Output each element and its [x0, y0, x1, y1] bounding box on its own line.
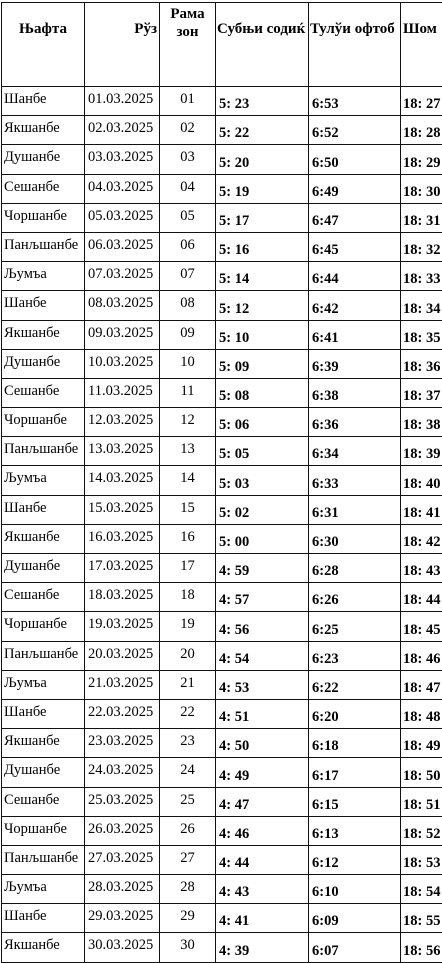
- cell-maghrib-time: 18: 35: [401, 320, 442, 349]
- cell-suhur-time: 4: 56: [216, 612, 309, 641]
- cell-ramadan-day: 20: [160, 641, 216, 670]
- cell-maghrib-time: 18: 42: [401, 524, 442, 553]
- cell-date: 08.03.2025: [85, 291, 160, 320]
- cell-ramadan-day: 28: [160, 875, 216, 904]
- table-row: [2, 670, 442, 699]
- cell-sunrise-time: 6:45: [309, 232, 401, 261]
- cell-suhur-time: 4: 47: [216, 787, 309, 816]
- table-row: [2, 816, 442, 845]
- cell-sunrise-time: 6:52: [309, 116, 401, 145]
- cell-suhur-time: 5: 08: [216, 378, 309, 407]
- table-row: [2, 904, 442, 933]
- cell-day: Якшанбе: [2, 729, 85, 758]
- cell-maghrib-time: 18: 38: [401, 408, 442, 437]
- cell-ramadan-day: 17: [160, 554, 216, 583]
- table-row: [2, 699, 442, 728]
- cell-maghrib-time: 18: 31: [401, 203, 442, 232]
- cell-day: Душанбе: [2, 758, 85, 787]
- cell-day: Душанбе: [2, 145, 85, 174]
- cell-suhur-time: 4: 46: [216, 816, 309, 845]
- cell-ramadan-day: 10: [160, 349, 216, 378]
- cell-date: 10.03.2025: [85, 349, 160, 378]
- cell-day: Душанбе: [2, 349, 85, 378]
- cell-maghrib-time: 18: 49: [401, 729, 442, 758]
- cell-ramadan-day: 12: [160, 408, 216, 437]
- cell-maghrib-time: 18: 37: [401, 378, 442, 407]
- cell-suhur-time: 5: 19: [216, 174, 309, 203]
- table-row: [2, 641, 442, 670]
- cell-ramadan-day: 16: [160, 524, 216, 553]
- cell-day: Панљшанбе: [2, 232, 85, 261]
- table-row: [2, 378, 442, 407]
- cell-date: 02.03.2025: [85, 116, 160, 145]
- cell-maghrib-time: 18: 28: [401, 116, 442, 145]
- cell-date: 07.03.2025: [85, 262, 160, 291]
- cell-suhur-time: 4: 53: [216, 670, 309, 699]
- cell-day: Шанбе: [2, 495, 85, 524]
- cell-date: 28.03.2025: [85, 875, 160, 904]
- cell-date: 30.03.2025: [85, 933, 160, 962]
- cell-day: Душанбе: [2, 554, 85, 583]
- cell-ramadan-day: 30: [160, 933, 216, 962]
- cell-date: 25.03.2025: [85, 787, 160, 816]
- cell-ramadan-day: 09: [160, 320, 216, 349]
- cell-day: Чоршанбе: [2, 612, 85, 641]
- cell-ramadan-day: 03: [160, 145, 216, 174]
- cell-date: 11.03.2025: [85, 378, 160, 407]
- cell-suhur-time: 5: 10: [216, 320, 309, 349]
- cell-date: 13.03.2025: [85, 437, 160, 466]
- cell-day: Сешанбе: [2, 174, 85, 203]
- cell-ramadan-day: 07: [160, 262, 216, 291]
- cell-date: 15.03.2025: [85, 495, 160, 524]
- cell-sunrise-time: 6:10: [309, 875, 401, 904]
- cell-suhur-time: 5: 03: [216, 466, 309, 495]
- cell-day: Шанбе: [2, 291, 85, 320]
- cell-maghrib-time: 18: 54: [401, 875, 442, 904]
- cell-day: Панљшанбе: [2, 437, 85, 466]
- cell-suhur-time: 4: 39: [216, 933, 309, 962]
- cell-maghrib-time: 18: 45: [401, 612, 442, 641]
- cell-suhur-time: 5: 23: [216, 87, 309, 116]
- cell-maghrib-time: 18: 39: [401, 437, 442, 466]
- table-row: [2, 232, 442, 261]
- cell-day: Шанбе: [2, 87, 85, 116]
- cell-sunrise-time: 6:30: [309, 524, 401, 553]
- table-row: [2, 729, 442, 758]
- cell-sunrise-time: 6:44: [309, 262, 401, 291]
- cell-ramadan-day: 02: [160, 116, 216, 145]
- cell-ramadan-day: 05: [160, 203, 216, 232]
- cell-maghrib-time: 18: 33: [401, 262, 442, 291]
- header-ramadan: Рама зон: [160, 3, 216, 87]
- cell-day: Чоршанбе: [2, 203, 85, 232]
- table-row: [2, 875, 442, 904]
- cell-maghrib-time: 18: 41: [401, 495, 442, 524]
- table-row: [2, 524, 442, 553]
- cell-date: 09.03.2025: [85, 320, 160, 349]
- cell-suhur-time: 4: 50: [216, 729, 309, 758]
- cell-maghrib-time: 18: 44: [401, 583, 442, 612]
- cell-suhur-time: 5: 14: [216, 262, 309, 291]
- cell-sunrise-time: 6:53: [309, 87, 401, 116]
- cell-maghrib-time: 18: 34: [401, 291, 442, 320]
- cell-day: Панљшанбе: [2, 845, 85, 874]
- cell-suhur-time: 4: 41: [216, 904, 309, 933]
- cell-ramadan-day: 22: [160, 699, 216, 728]
- cell-suhur-time: 4: 57: [216, 583, 309, 612]
- cell-sunrise-time: 6:47: [309, 203, 401, 232]
- cell-suhur-time: 5: 17: [216, 203, 309, 232]
- cell-maghrib-time: 18: 36: [401, 349, 442, 378]
- cell-suhur-time: 5: 20: [216, 145, 309, 174]
- cell-sunrise-time: 6:39: [309, 349, 401, 378]
- cell-sunrise-time: 6:41: [309, 320, 401, 349]
- cell-date: 19.03.2025: [85, 612, 160, 641]
- cell-date: 24.03.2025: [85, 758, 160, 787]
- header-suhur: Субњи содиќ: [216, 3, 309, 87]
- header-date: Рўз: [85, 3, 160, 87]
- cell-ramadan-day: 15: [160, 495, 216, 524]
- cell-suhur-time: 4: 54: [216, 641, 309, 670]
- cell-date: 06.03.2025: [85, 232, 160, 261]
- cell-date: 22.03.2025: [85, 699, 160, 728]
- cell-maghrib-time: 18: 48: [401, 699, 442, 728]
- cell-sunrise-time: 6:38: [309, 378, 401, 407]
- cell-ramadan-day: 08: [160, 291, 216, 320]
- cell-sunrise-time: 6:22: [309, 670, 401, 699]
- table-row: [2, 466, 442, 495]
- cell-day: Сешанбе: [2, 787, 85, 816]
- cell-date: 03.03.2025: [85, 145, 160, 174]
- cell-suhur-time: 5: 12: [216, 291, 309, 320]
- cell-sunrise-time: 6:17: [309, 758, 401, 787]
- cell-sunrise-time: 6:26: [309, 583, 401, 612]
- cell-day: Якшанбе: [2, 933, 85, 962]
- cell-day: Сешанбе: [2, 583, 85, 612]
- cell-maghrib-time: 18: 29: [401, 145, 442, 174]
- cell-maghrib-time: 18: 27: [401, 87, 442, 116]
- cell-maghrib-time: 18: 51: [401, 787, 442, 816]
- cell-suhur-time: 5: 00: [216, 524, 309, 553]
- cell-suhur-time: 4: 43: [216, 875, 309, 904]
- cell-ramadan-day: 26: [160, 816, 216, 845]
- cell-suhur-time: 4: 44: [216, 845, 309, 874]
- cell-maghrib-time: 18: 46: [401, 641, 442, 670]
- cell-sunrise-time: 6:12: [309, 845, 401, 874]
- cell-day: Сешанбе: [2, 378, 85, 407]
- cell-ramadan-day: 11: [160, 378, 216, 407]
- cell-date: 29.03.2025: [85, 904, 160, 933]
- cell-ramadan-day: 06: [160, 232, 216, 261]
- table-row: [2, 349, 442, 378]
- cell-day: Шанбе: [2, 904, 85, 933]
- cell-maghrib-time: 18: 40: [401, 466, 442, 495]
- cell-suhur-time: 4: 51: [216, 699, 309, 728]
- cell-ramadan-day: 21: [160, 670, 216, 699]
- table-row: [2, 612, 442, 641]
- table-row: [2, 320, 442, 349]
- cell-date: 20.03.2025: [85, 641, 160, 670]
- cell-day: Љумъа: [2, 466, 85, 495]
- cell-suhur-time: 4: 49: [216, 758, 309, 787]
- cell-day: Љумъа: [2, 670, 85, 699]
- cell-date: 23.03.2025: [85, 729, 160, 758]
- cell-day: Чоршанбе: [2, 816, 85, 845]
- cell-sunrise-time: 6:50: [309, 145, 401, 174]
- cell-suhur-time: 5: 16: [216, 232, 309, 261]
- cell-sunrise-time: 6:42: [309, 291, 401, 320]
- table-row: [2, 116, 442, 145]
- cell-maghrib-time: 18: 56: [401, 933, 442, 962]
- cell-maghrib-time: 18: 32: [401, 232, 442, 261]
- cell-maghrib-time: 18: 50: [401, 758, 442, 787]
- cell-maghrib-time: 18: 47: [401, 670, 442, 699]
- cell-suhur-time: 5: 09: [216, 349, 309, 378]
- table-row: [2, 203, 442, 232]
- cell-sunrise-time: 6:33: [309, 466, 401, 495]
- cell-ramadan-day: 27: [160, 845, 216, 874]
- cell-ramadan-day: 01: [160, 87, 216, 116]
- cell-sunrise-time: 6:07: [309, 933, 401, 962]
- cell-date: 01.03.2025: [85, 87, 160, 116]
- cell-ramadan-day: 13: [160, 437, 216, 466]
- cell-date: 26.03.2025: [85, 816, 160, 845]
- header-maghrib: Шом: [401, 3, 442, 87]
- cell-day: Якшанбе: [2, 320, 85, 349]
- header-row: [2, 3, 442, 87]
- table-row: [2, 87, 442, 116]
- cell-ramadan-day: 24: [160, 758, 216, 787]
- cell-date: 16.03.2025: [85, 524, 160, 553]
- table-row: [2, 408, 442, 437]
- cell-day: Якшанбе: [2, 116, 85, 145]
- cell-sunrise-time: 6:31: [309, 495, 401, 524]
- cell-maghrib-time: 18: 53: [401, 845, 442, 874]
- cell-sunrise-time: 6:49: [309, 174, 401, 203]
- cell-suhur-time: 5: 05: [216, 437, 309, 466]
- cell-day: Панљшанбе: [2, 641, 85, 670]
- cell-date: 21.03.2025: [85, 670, 160, 699]
- header-day: Њафта: [2, 3, 85, 87]
- cell-sunrise-time: 6:28: [309, 554, 401, 583]
- table-body: [2, 87, 442, 963]
- cell-sunrise-time: 6:25: [309, 612, 401, 641]
- cell-suhur-time: 4: 59: [216, 554, 309, 583]
- cell-maghrib-time: 18: 55: [401, 904, 442, 933]
- cell-ramadan-day: 04: [160, 174, 216, 203]
- table-row: [2, 495, 442, 524]
- cell-ramadan-day: 14: [160, 466, 216, 495]
- cell-ramadan-day: 25: [160, 787, 216, 816]
- cell-maghrib-time: 18: 30: [401, 174, 442, 203]
- table-row: [2, 787, 442, 816]
- cell-suhur-time: 5: 06: [216, 408, 309, 437]
- cell-sunrise-time: 6:15: [309, 787, 401, 816]
- cell-day: Шанбе: [2, 699, 85, 728]
- table-row: [2, 583, 442, 612]
- cell-ramadan-day: 18: [160, 583, 216, 612]
- table-row: [2, 758, 442, 787]
- table-row: [2, 145, 442, 174]
- table-row: [2, 437, 442, 466]
- header-sunrise: Тулўи офтоб: [309, 3, 401, 87]
- cell-ramadan-day: 29: [160, 904, 216, 933]
- table-row: [2, 554, 442, 583]
- table-row: [2, 933, 442, 962]
- table-header: [2, 3, 442, 87]
- cell-sunrise-time: 6:23: [309, 641, 401, 670]
- cell-day: Чоршанбе: [2, 408, 85, 437]
- cell-sunrise-time: 6:13: [309, 816, 401, 845]
- cell-date: 18.03.2025: [85, 583, 160, 612]
- table-row: [2, 174, 442, 203]
- cell-maghrib-time: 18: 43: [401, 554, 442, 583]
- cell-date: 27.03.2025: [85, 845, 160, 874]
- table-row: [2, 262, 442, 291]
- cell-date: 14.03.2025: [85, 466, 160, 495]
- cell-date: 04.03.2025: [85, 174, 160, 203]
- cell-ramadan-day: 23: [160, 729, 216, 758]
- table-row: [2, 845, 442, 874]
- cell-sunrise-time: 6:18: [309, 729, 401, 758]
- cell-maghrib-time: 18: 52: [401, 816, 442, 845]
- cell-sunrise-time: 6:34: [309, 437, 401, 466]
- cell-sunrise-time: 6:20: [309, 699, 401, 728]
- cell-sunrise-time: 6:36: [309, 408, 401, 437]
- cell-suhur-time: 5: 02: [216, 495, 309, 524]
- cell-date: 05.03.2025: [85, 203, 160, 232]
- cell-date: 12.03.2025: [85, 408, 160, 437]
- cell-ramadan-day: 19: [160, 612, 216, 641]
- cell-sunrise-time: 6:09: [309, 904, 401, 933]
- cell-day: Љумъа: [2, 875, 85, 904]
- ramadan-schedule-table: [1, 2, 442, 963]
- cell-day: Якшанбе: [2, 524, 85, 553]
- cell-date: 17.03.2025: [85, 554, 160, 583]
- cell-suhur-time: 5: 22: [216, 116, 309, 145]
- cell-day: Љумъа: [2, 262, 85, 291]
- table-row: [2, 291, 442, 320]
